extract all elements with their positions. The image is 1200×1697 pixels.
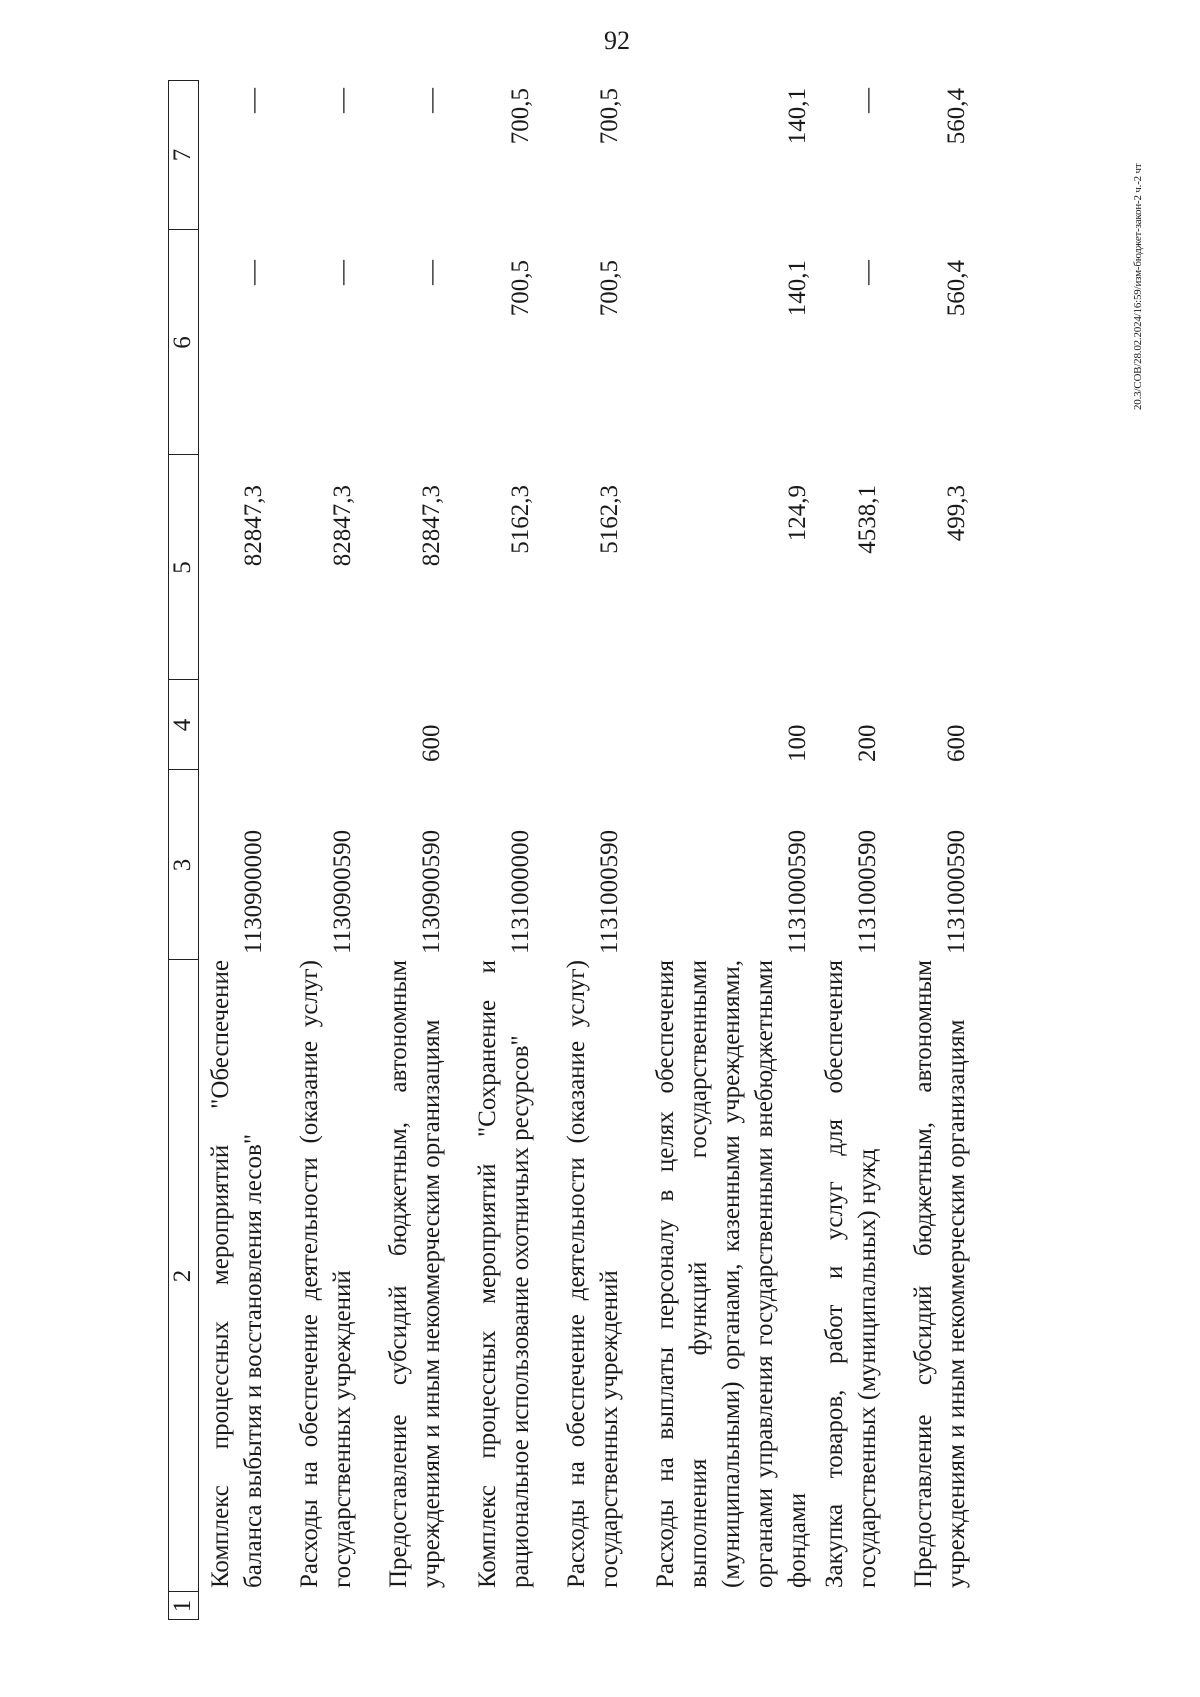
row-name: Расходы на обеспечение деятельности (оказание услуг) государственных учреждений xyxy=(296,960,356,1588)
header-divider xyxy=(168,959,198,960)
header-col-3: 3 xyxy=(169,858,196,872)
header-divider xyxy=(168,679,198,680)
table-row xyxy=(382,80,462,1620)
budget-table-container xyxy=(168,80,1058,1620)
row-col6: 700,5 xyxy=(507,260,534,317)
row-col6: — xyxy=(854,260,881,285)
row-type: 200 xyxy=(854,724,881,762)
document-footer-code xyxy=(1132,80,1143,410)
header-divider xyxy=(168,1619,198,1620)
header-col-1: 1 xyxy=(169,1599,196,1613)
row-col5: 4538,1 xyxy=(854,485,881,554)
row-col5: 5162,3 xyxy=(507,485,534,554)
row-col5: 124,9 xyxy=(784,485,811,542)
row-type: 600 xyxy=(943,724,970,762)
header-divider xyxy=(168,454,198,455)
row-name: Предоставление субсидий бюджетным, автономным учреждениям и иным некоммерческим организациям xyxy=(910,960,970,1588)
row-col7: — xyxy=(854,88,881,113)
header-col-6: 6 xyxy=(169,336,196,349)
row-name: Расходы на выплаты персоналу в целях обеспечения выполнения функций государственными (муниципальными) органами, казенными учреждениями, органами управления государственными внебюджетными фондами xyxy=(652,960,811,1588)
table-row xyxy=(907,80,987,1620)
row-col5: 82847,3 xyxy=(418,485,445,567)
row-code: 1131000000 xyxy=(507,829,534,954)
row-code: 1131000590 xyxy=(784,829,811,954)
header-divider xyxy=(168,1591,198,1592)
row-col6: 560,4 xyxy=(943,260,970,317)
table-row xyxy=(204,80,284,1620)
header-col-7: 7 xyxy=(169,148,196,162)
row-code: 1131000590 xyxy=(943,829,970,954)
header-divider xyxy=(168,80,198,81)
row-col6: 140,1 xyxy=(784,260,811,317)
row-col7: 700,5 xyxy=(507,88,534,145)
row-col7: 560,4 xyxy=(943,88,970,145)
header-divider xyxy=(168,769,198,770)
row-col6: 700,5 xyxy=(596,260,623,317)
row-col6: — xyxy=(418,260,445,285)
table-row xyxy=(293,80,373,1620)
header-col-4: 4 xyxy=(169,718,196,732)
row-name: Комплекс процессных мероприятий "Сохранение и рациональное использование охотничьих ресурсов" xyxy=(474,960,534,1588)
header-bottom-border xyxy=(198,80,199,1620)
row-col6: — xyxy=(240,260,267,285)
row-col5: 5162,3 xyxy=(596,485,623,554)
row-col7: 140,1 xyxy=(784,88,811,145)
page-number: 92 xyxy=(604,26,630,55)
row-col5: 82847,3 xyxy=(240,485,267,567)
row-code: 1130900590 xyxy=(329,829,356,954)
table-row xyxy=(560,80,640,1620)
header-col-5: 5 xyxy=(169,561,196,574)
row-col7: — xyxy=(418,88,445,113)
row-name: Закупка товаров, работ и услуг для обеспечения государственных (муниципальных) нужд xyxy=(821,960,881,1588)
row-col7: 700,5 xyxy=(596,88,623,145)
row-name: Расходы на обеспечение деятельности (оказание услуг) государственных учреждений xyxy=(563,960,623,1588)
row-code: 1130900000 xyxy=(240,829,267,954)
row-col7: — xyxy=(240,88,267,113)
row-code: 1130900590 xyxy=(418,829,445,954)
row-type: 600 xyxy=(418,724,445,762)
header-divider xyxy=(168,229,198,230)
table-row xyxy=(471,80,551,1620)
footer-code-text: 20.3/СОВ/28.02.2024/16:59/изм-бюджет-закон-2 ч.-2 чт xyxy=(1132,163,1144,410)
table-row xyxy=(818,80,898,1620)
row-col5: 499,3 xyxy=(943,485,970,542)
table-row xyxy=(649,80,811,1620)
row-col5: 82847,3 xyxy=(329,485,356,567)
row-name: Предоставление субсидий бюджетным, автономным учреждениям и иным некоммерческим организациям xyxy=(385,960,445,1588)
budget-table xyxy=(168,80,1058,1620)
header-col-2: 2 xyxy=(169,1269,196,1283)
row-col7: — xyxy=(329,88,356,113)
table-top-border xyxy=(168,80,169,1620)
row-type: 100 xyxy=(784,724,811,762)
table-header-row xyxy=(168,80,198,1620)
row-name: Комплекс процессных мероприятий "Обеспечение баланса выбытия и восстановления лесов" xyxy=(207,960,267,1588)
row-col6: — xyxy=(329,260,356,285)
row-code: 1131000590 xyxy=(854,829,881,954)
row-code: 1131000590 xyxy=(596,829,623,954)
